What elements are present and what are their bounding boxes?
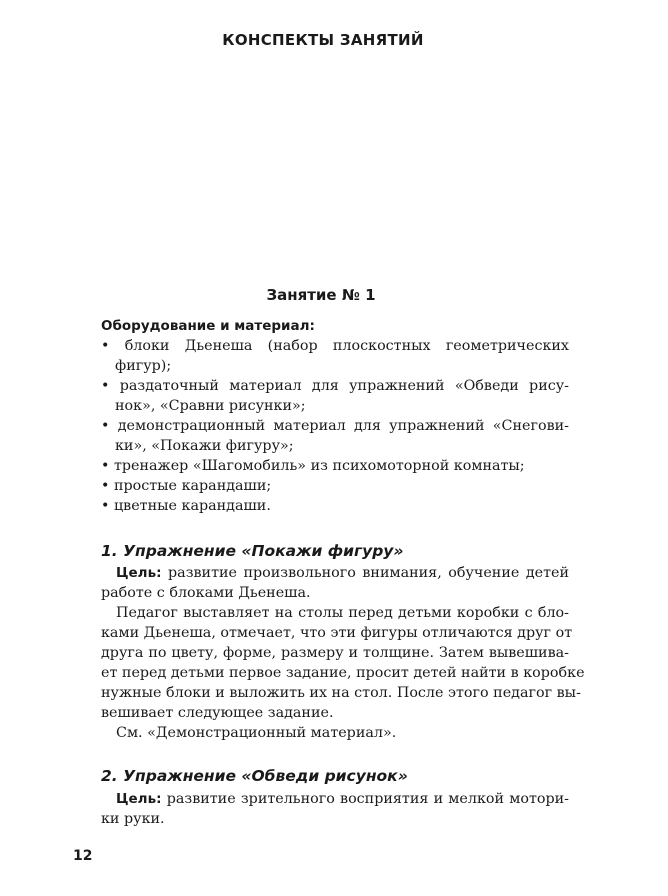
paragraph-line: ками Дьенеша, отмечает, что эти фигуры отличаются друг от xyxy=(101,625,573,641)
see-reference: См. «Демонстрационный материал». xyxy=(116,725,397,741)
paragraph-line: вешивает следующее задание. xyxy=(101,705,334,721)
exercise-1-goal xyxy=(101,563,569,583)
exercise-1-body xyxy=(101,563,585,743)
equipment-line: • демонстрационный материал для упражнений «Снегови- xyxy=(101,418,569,434)
equipment-line: фигур); xyxy=(115,358,172,374)
paragraph-line: Педагог выставляет на столы перед детьми коробки с бло- xyxy=(116,605,569,621)
lesson-title: Занятие № 1 xyxy=(266,286,376,304)
equipment-line: • цветные карандаши. xyxy=(101,498,271,514)
goal-text-cont: работе с блоками Дьенеша. xyxy=(101,585,311,601)
equipment-line: ки», «Покажи фигуру»; xyxy=(115,438,294,454)
exercise-2-body xyxy=(101,789,569,829)
exercise-2-goal xyxy=(101,789,569,809)
paragraph-line: ет перед детьми первое задание, просит детей найти в коробке xyxy=(101,665,585,681)
exercise-2-title: 2. Упражнение «Обведи рисунок» xyxy=(101,767,408,785)
goal-label: Цель: xyxy=(116,791,162,807)
equipment-section xyxy=(101,316,569,516)
goal-text: развитие произвольного внимания, обучение детей xyxy=(161,565,569,581)
paragraph-line: нужные блоки и выложить их на стол. После этого педагог вы- xyxy=(101,685,581,701)
goal-text-cont: ки руки. xyxy=(101,811,165,827)
equipment-line: нок», «Сравни рисунки»; xyxy=(115,398,306,414)
equipment-line: • тренажер «Шагомобиль» из психомоторной комнаты; xyxy=(101,458,525,474)
paragraph-line: друга по цвету, форме, размеру и толщине. Затем вывешива- xyxy=(101,645,569,661)
exercise-1-title: 1. Упражнение «Покажи фигуру» xyxy=(101,542,404,560)
equipment-line: • блоки Дьенеша (набор плоскостных геометрических xyxy=(101,338,569,354)
page-number: 12 xyxy=(73,848,93,864)
equipment-label: Оборудование и материал: xyxy=(101,318,315,334)
running-header: КОНСПЕКТЫ ЗАНЯТИЙ xyxy=(222,31,424,49)
goal-text: развитие зрительного восприятия и мелкой мотори- xyxy=(161,791,569,807)
equipment-line: • раздаточный материал для упражнений «Обведи рису- xyxy=(101,378,569,394)
equipment-line: • простые карандаши; xyxy=(101,478,272,494)
goal-label: Цель: xyxy=(116,565,162,581)
